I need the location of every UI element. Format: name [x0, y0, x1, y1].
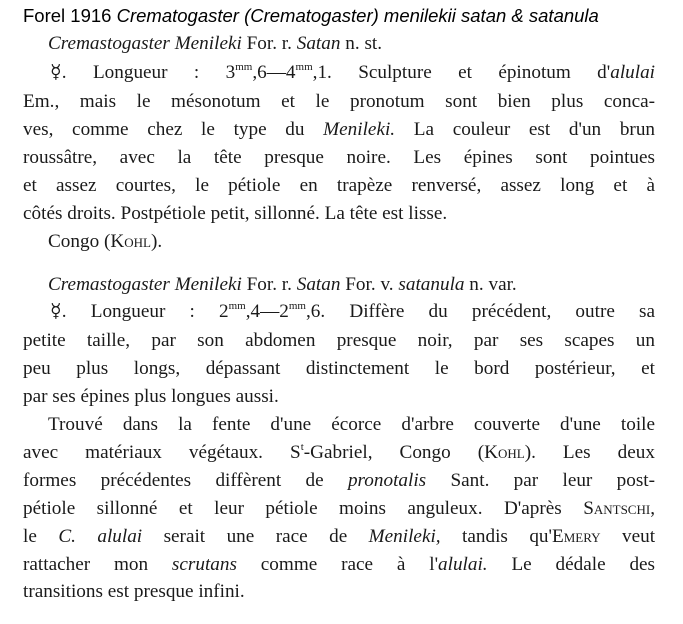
entry1-genus: Cremastogaster [48, 33, 170, 54]
entry2-genus: Cremastogaster [48, 274, 170, 295]
entry1-desc-line1: ☿. Longueur : $3^{mm},6—4^{mm},1$. Sculpture et épinotum d'alulai [50, 60, 656, 83]
entry1-desc-line4: roussâtre, avec la tête presque noire. Les épines sont pointues [23, 147, 655, 168]
entry2-desc-line1: ☿. Longueur : $2^{mm},4—2^{mm},6$. Diffère du précédent, outre sa [50, 299, 655, 322]
entry1-for: For. r. [246, 33, 292, 54]
header-author-year: Forel 1916 [23, 5, 112, 26]
entry2-species: Menileki [174, 274, 242, 295]
entry1-desc-line5: et assez courtes, le pétiole en trapèze renversé, assez long et à [23, 175, 655, 196]
entry2-desc-line2: petite taille, par son abdomen presque noir, par ses scapes un [23, 330, 655, 351]
entry2-para2-line7: transitions est presque infini. [23, 581, 245, 602]
entry2-desc-line3: peu plus longs, dépassant distinctement le bord postérieur, et [23, 358, 655, 379]
entry1-title [48, 32, 382, 56]
entry2-status: n. var. [469, 274, 517, 295]
header-taxon: Crematogaster (Crematogaster) menilekii satan & satanula [116, 5, 599, 26]
entry1-species: Menileki [174, 33, 242, 54]
entry2-para2-line4: pétiole sillonné et leur pétiole moins anguleux. D'après Santschi, [23, 498, 655, 519]
entry2-para2-line5: le C. alulai serait une race de Menileki, tandis qu'Emery veut [23, 526, 656, 547]
entry2-para2-line2: avec matériaux végétaux. $S^t$-Gabriel, Congo (Kohl). Les deux [23, 440, 655, 463]
entry1-desc-line3: ves, comme chez le type du Menileki. La couleur est d'un brun [23, 119, 656, 140]
entry1-race: Satan [296, 33, 341, 54]
entry2-title [48, 273, 517, 297]
entry1-locality: Congo (Kohl). [48, 231, 163, 252]
entry2-desc-line4: par ses épines plus longues aussi. [23, 386, 279, 407]
entry2-race: Satan [296, 274, 341, 295]
page-header [23, 5, 599, 27]
entry2-para2-line3: formes précédentes diffèrent de pronotalis Sant. par leur post- [23, 470, 656, 491]
entry2-for: For. r. [246, 274, 292, 295]
entry2-forv: For. v. [345, 274, 394, 295]
entry1-status: n. st. [345, 33, 383, 54]
entry1-desc-line2: Em., mais le mésonotum et le pronotum sont bien plus conca- [23, 91, 655, 112]
entry1-desc-line6: côtés droits. Postpétiole petit, sillonné. La tête est lisse. [23, 203, 448, 224]
entry2-variety: satanula [398, 274, 465, 295]
entry2-para2-line1: Trouvé dans la fente d'une écorce d'arbre couverte d'une toile [48, 414, 655, 435]
entry2-para2-line6: rattacher mon scrutans comme race à l'alulai. Le dédale des [23, 554, 656, 575]
